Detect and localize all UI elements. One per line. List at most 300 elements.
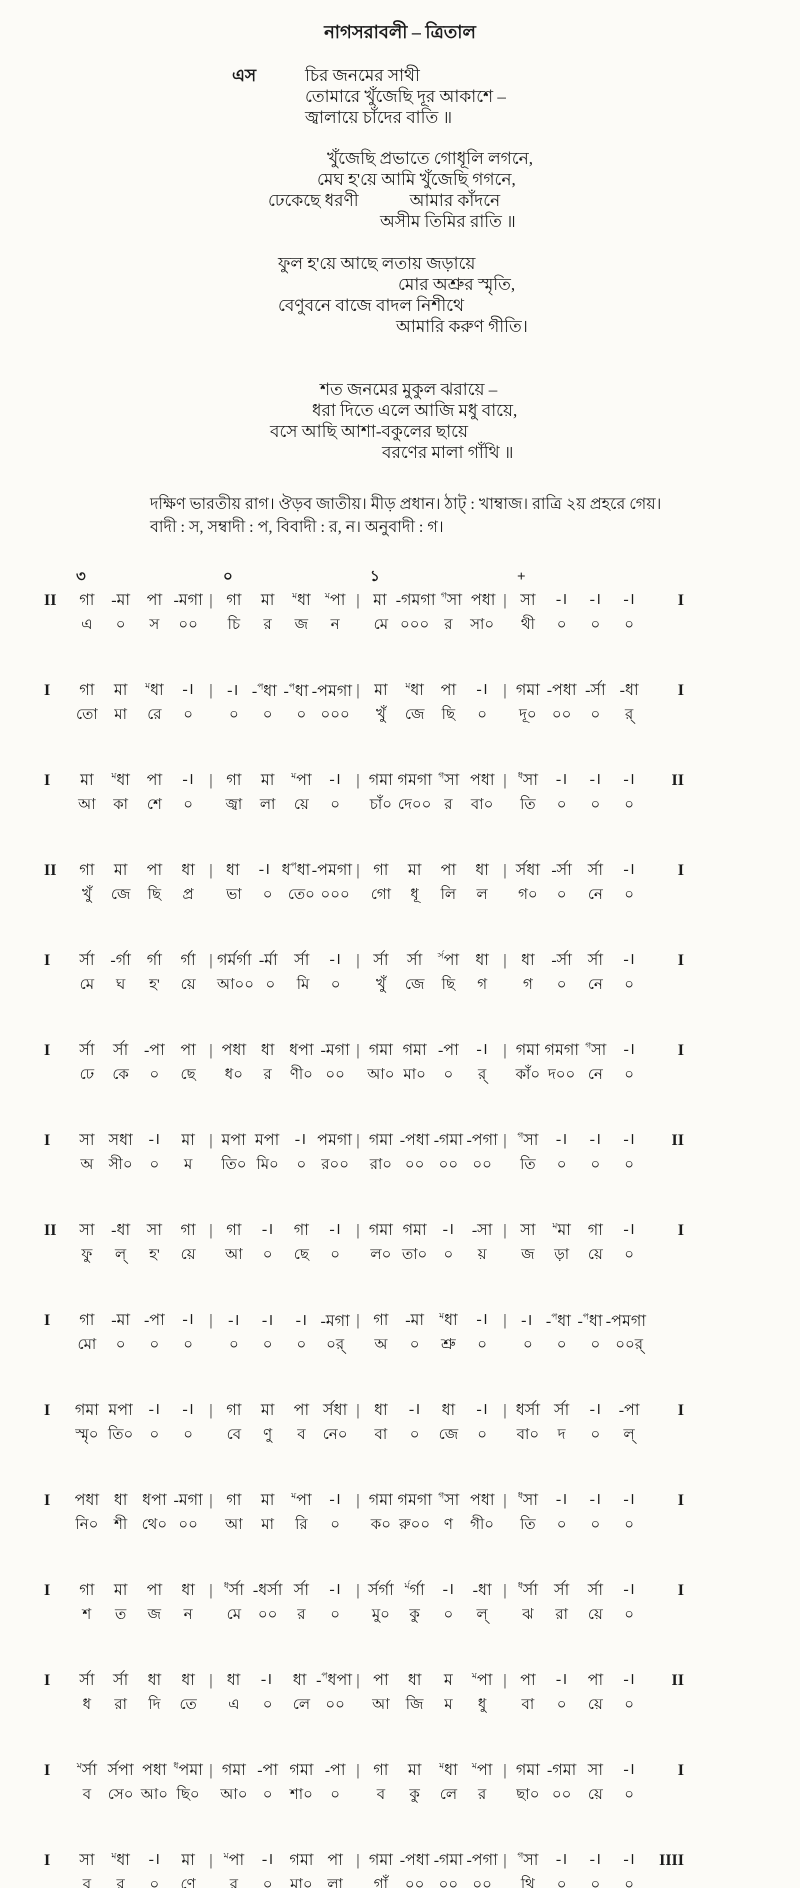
syllable: ০ [556,797,567,813]
lyric-line: তোমারে খুঁজেছি দূর আকাশে – [305,87,506,106]
beat-cell [70,1217,205,1244]
note: মা [80,772,94,789]
beat-cell [511,1127,646,1154]
beat-cell [217,1127,352,1154]
lyric-cell [364,1603,499,1628]
row-marker-right: I [677,862,684,879]
notation-row [44,1217,800,1265]
row-marker-left: I [44,1042,51,1059]
bar-separator: | [209,1312,213,1329]
bar-separator: | [209,1132,213,1149]
bar-separator: | [209,1852,213,1869]
row-marker-right: II [671,772,684,789]
syllable: তা০ [401,1247,428,1263]
notation-row [44,1487,800,1535]
syllable: আ০০ [217,977,255,993]
beat-cell [70,1847,205,1874]
note: মা [260,592,275,609]
lyric-cell [70,793,205,818]
syllable: ০০ [325,1067,345,1083]
notation-row [44,1397,800,1445]
bar-separator: | [209,1402,213,1419]
lyric-cell [217,1153,352,1178]
beat-cell [217,1397,352,1424]
syllable: তি [520,1517,536,1533]
beat-cell [511,1487,646,1514]
note: র্সপা [107,1762,134,1779]
notation-row [44,1667,800,1715]
syllable: ঝ [522,1607,534,1623]
note: র্গা [146,952,162,969]
syllable: ০ [330,1607,340,1623]
syllable: স্মৃ০ [75,1427,99,1443]
note: গমা [515,1762,540,1779]
bar-separator: | [209,1492,213,1509]
lyric-cell [364,1153,499,1178]
note: -। [555,1131,568,1148]
notation-section [44,565,800,1888]
syllable: ০ [228,707,239,723]
beat-cell [70,1397,205,1424]
note: -। [148,1851,161,1868]
syllable: কু [409,1607,420,1623]
note: ধা [147,1672,162,1689]
syllable: জে [110,887,131,903]
note: $^ম$মা [552,1220,571,1239]
notation-row [44,1847,800,1888]
note: -$^প$ধা [283,681,309,700]
notes-line [44,1037,684,1061]
note: মা [181,1852,195,1869]
note: -গমগা [395,592,436,609]
notes-line [44,1847,684,1871]
lyric-cell [511,973,646,998]
note: $^{র্স}$পা [437,950,460,969]
lyrics-line [44,1153,684,1175]
note: -। [228,1312,240,1329]
syllable: ০ [262,1247,273,1263]
note: $^ম$ধা [439,1310,458,1329]
note: ধা [181,1672,195,1689]
row-marker-right: I [677,1222,684,1239]
note: ধা [441,1402,456,1419]
lyric-line: বরণের মালা গাঁথি ॥ [382,443,514,462]
note: র্সা [587,1582,603,1599]
note: -র্গা [110,952,131,969]
notes-line [44,1577,684,1601]
syllable: ০ [624,1067,634,1083]
note: পা [327,1852,343,1869]
syllable: জ [521,1247,535,1263]
syllable: ০০র্ [615,1337,643,1353]
syllable: থী [520,617,535,633]
syllable: কা [113,797,129,813]
note: সা [79,1132,95,1149]
note: -। [555,1491,568,1508]
lyric-cell [364,1333,499,1358]
syllable: র [229,1877,238,1888]
lyric-cell [70,883,205,908]
syllable: প্র [182,887,194,903]
syllable: লা [259,797,276,813]
bar-separator: | [503,592,507,609]
note: -। [589,1851,602,1868]
note: $^গ$সা [517,1850,539,1869]
syllable: লে [439,1787,457,1803]
note: গমা [221,1762,246,1779]
note: -গমা [433,1852,464,1869]
note: গা [373,1762,389,1779]
note: সধা [108,1132,133,1149]
syllable: সে০ [107,1787,134,1803]
beat-cell [364,587,499,614]
note: -। [261,1312,274,1329]
syllable: ভা [226,887,242,903]
note: ধা [475,862,489,879]
syllable: ০ [624,797,634,813]
syllable: কাঁ০ [515,1067,541,1083]
syllable: শ্রু [441,1337,456,1353]
syllable: মে [226,1607,242,1623]
note: -পা [324,1762,346,1779]
syllable: এ [81,617,93,633]
syllable: ০ [149,1427,160,1443]
syllable: মা০ [290,1877,313,1888]
beat-cell [364,677,499,704]
note: -। [623,771,635,788]
note: পা [520,1672,536,1689]
syllable: গ [477,977,488,993]
row-marker-right: I [677,1042,684,1059]
note: পা [373,1672,389,1689]
syllable: নে [587,887,603,903]
syllable: অ [80,1157,94,1173]
syllable: ০ [443,1247,454,1263]
note: -পগা [466,1852,498,1869]
syllable: ০ [296,1337,307,1353]
syllable: কে [112,1067,129,1083]
beat-cell [217,1217,352,1244]
lyric-cell [511,1783,646,1808]
syllable: ন [183,1607,193,1623]
syllable: শা০ [289,1787,313,1803]
note: -মগা [173,592,203,609]
beat-cell [364,1217,499,1244]
note: -গমা [433,1132,464,1149]
row-marker-left: I [44,1132,51,1149]
note: -। [329,1221,341,1238]
syllable: নে [587,1067,603,1083]
note: গা [226,592,242,609]
beat-cell [511,1757,646,1784]
syllable: ০ [624,617,634,633]
beat-cell [511,947,646,974]
syllable: ণে [180,1877,196,1888]
beat-cell [511,1847,646,1874]
syllable: হ' [149,977,160,993]
bar-separator: | [209,1582,213,1599]
syllable: ধূ [410,887,419,903]
syllable: রা [114,1697,127,1713]
lyric-cell [364,1513,499,1538]
syllable: ০ [330,1247,340,1263]
syllable: বা [374,1427,388,1443]
beat-cell [217,1847,352,1874]
notes-line [44,1487,684,1511]
lyric-cell [70,613,205,638]
note: -পগা [466,1132,498,1149]
note: -পধা [399,1852,430,1869]
note: পধা [470,592,496,609]
beat-cell [511,1397,646,1424]
note: গা [79,862,95,879]
note: $^গ$সা [438,1490,460,1509]
row-marker-left: I [44,682,51,699]
syllable: ধু [477,1697,487,1713]
syllable: আ০ [367,1067,395,1083]
row-marker-left: I [44,1492,51,1509]
syllable: ০ [556,1697,567,1713]
note: $^ধ$র্সা [223,1580,244,1599]
syllable: মে [373,617,389,633]
syllable: ড়া [554,1247,570,1263]
note: গমা [368,1492,393,1509]
note: -। [148,1131,161,1148]
lyric-cell [511,1063,646,1088]
beat-cell [217,678,352,705]
syllable: রু০০ [399,1517,431,1533]
row-marker-right: I [677,1402,684,1419]
bar-separator: | [209,862,213,879]
raga-info-line-1: দক্ষিণ ভারতীয় রাগ। ঔড়ব জাতীয়। মীড় প্রধান। ঠাট্ : খাম্বাজ। রাত্রি ২য় প্রহরে গেয়। [150,496,662,513]
note: গমা [515,682,540,699]
lyric-cell [511,1603,646,1628]
note: -। [555,591,568,608]
note: -। [623,1221,635,1238]
note: ধা [374,1402,388,1419]
beat-cell [70,767,205,794]
syllable: ল্ [476,1607,488,1623]
syllable: চাঁ০ [369,797,392,813]
note: ধপা [289,1042,314,1059]
syllable: ল০ [370,1247,392,1263]
note: গা [79,1312,95,1329]
note: -। [589,1401,602,1418]
syllable: ০ [330,977,341,993]
beat-cell [364,1397,499,1424]
syllable: সী০ [108,1157,133,1173]
note: পধা [142,1762,167,1779]
syllable: ছি [147,887,162,903]
lyric-cell [217,1873,352,1888]
syllable: র [263,617,272,633]
syllable: ০ [443,1607,454,1623]
beat-cell [70,1127,205,1154]
syllable: লি [440,887,457,903]
syllable: মো [77,1337,97,1353]
note: ধা [226,1672,241,1689]
note: $^ম$র্সা [76,1760,97,1779]
note: র্সা [113,1042,129,1059]
note: র্সা [79,1672,95,1689]
row-marker-right: I [677,1762,684,1779]
syllable: খুঁ [81,887,92,903]
note: $^{র্ম}$র্গা [404,1580,425,1599]
syllable: ০ [149,1877,160,1888]
beat-cell [217,767,352,794]
stanza-2 [0,148,800,232]
lyric-cell [364,793,499,818]
lyric-line: বসে আছি আশা-বকুলের ছায়ে [270,422,469,441]
syllable: ব [82,1787,92,1803]
syllable: ০ [409,1427,420,1443]
syllable: জে [438,1427,459,1443]
note: গা [79,682,95,699]
syllable: র [297,1607,306,1623]
lyric-cell [217,1063,352,1088]
syllable: গ০ [518,887,538,903]
beat-cell [70,1037,205,1064]
beat-cell [217,1308,352,1335]
beat-cell [364,1487,499,1514]
syllable: ০ [330,1787,340,1803]
lyric-cell [70,1333,205,1358]
note: পা [293,1402,310,1419]
note: $^ম$পা [324,590,346,609]
note: -। [329,1491,341,1508]
syllable: ০০ [472,1877,492,1888]
stanza-3 [0,253,800,337]
note: $^ধ$সা [517,770,538,789]
note: -। [623,1491,635,1508]
lyric-cell [511,1873,646,1888]
syllable: ০ [183,1337,193,1353]
refrain-label: এস [232,66,257,85]
lyric-line: অসীম তিমির রাতি ॥ [380,212,516,231]
lyric-cell [511,703,646,728]
note: গমা [368,772,393,789]
note: গা [79,1582,95,1599]
lyric-cell [364,883,499,908]
syllable: ছে [180,1067,196,1083]
note: গর্মর্গা [217,952,252,969]
beat-cell [217,947,352,974]
notes-line [44,1757,684,1781]
note: -। [442,1581,455,1598]
lyric-cell [364,613,499,638]
syllable: জে [404,707,425,723]
lyric-cell [70,1243,205,1268]
syllable: ণু [263,1427,273,1443]
syllable: কু [409,1787,420,1803]
raga-info-line-2: বাদী : স, সম্বাদী : প, বিবাদী : র, ন। অনুবাদী : গ। [150,519,444,536]
syllable: ০ [556,1877,567,1888]
syllable: ০ [477,1427,487,1443]
note: -। [623,1041,635,1058]
syllable: দ০০ [547,1067,576,1083]
note: পা [587,1672,604,1689]
syllable: নে০ [322,1427,348,1443]
row-marker-right: I [677,1492,684,1509]
beat-cell [70,1487,205,1514]
syllable: ০ [262,707,273,723]
syllable: ০০ [551,1787,572,1803]
syllable: ০ [149,1337,160,1353]
notes-line [44,767,684,791]
syllable: শী [114,1517,128,1533]
note: র্সধা [323,1402,348,1419]
note: গমগা [397,772,432,789]
note: -। [182,1401,194,1418]
note: সা [587,1762,603,1779]
syllable: ০০ [438,1157,459,1173]
lyric-line: মেঘ হ'য়ে আমি খুঁজেছি গগনে, [317,170,516,189]
lyric-cell [70,1153,205,1178]
bar-separator: | [503,772,507,789]
syllable: ল্ [623,1427,635,1443]
syllable: ০ [262,887,273,903]
syllable: ০ [443,1067,454,1083]
beat-cell [364,1577,499,1604]
tala-spacer [579,569,613,586]
syllable: র [444,617,453,633]
syllable: ০ [265,977,276,993]
note: $^গ$সা [585,1040,607,1059]
lyric-cell [217,883,352,908]
note: গা [373,1312,389,1329]
note: র্সা [587,952,603,969]
note: গা [180,1222,196,1239]
lyric-cell [217,1693,352,1718]
note: র্সা [554,1582,570,1599]
row-marker-left: II [44,592,57,609]
bar-separator: | [356,1312,360,1329]
syllable: তি [520,1157,536,1173]
note: -। [227,682,239,699]
note: -। [295,1312,308,1329]
beat-cell [70,857,205,884]
lyrics-line [44,1783,684,1805]
note: $^গ$সা [440,590,462,609]
syllable: ০০ [438,1877,459,1888]
lyric-cell [511,1513,646,1538]
syllable: ফু [81,1247,93,1263]
note: পা [440,862,457,879]
note: -। [182,1311,194,1328]
note: র্সধা [515,862,540,879]
syllable: থি [520,1877,535,1888]
note: পা [146,1582,163,1599]
syllable: ধ [82,1697,92,1713]
syllable: দে০০ [397,797,432,813]
syllable: ০ [556,887,567,903]
notation-row [44,1577,800,1625]
note: $^ম$পা [471,1760,493,1779]
syllable: আ০ [220,1787,248,1803]
lyric-line: ধরা দিতে এলে আজি মধু বায়ে, [312,401,518,420]
note: ম [443,1672,453,1689]
beat-cell [217,1037,352,1064]
note: গমা [402,1222,427,1239]
syllable: ০ [556,1157,567,1173]
bar-separator: | [209,1762,213,1779]
syllable: ০০ [178,617,198,633]
lyric-cell [364,1423,499,1448]
note: -। [260,1671,273,1688]
note: র্সা [79,1042,95,1059]
note: গমা [368,1222,393,1239]
note: গমা [368,1042,393,1059]
